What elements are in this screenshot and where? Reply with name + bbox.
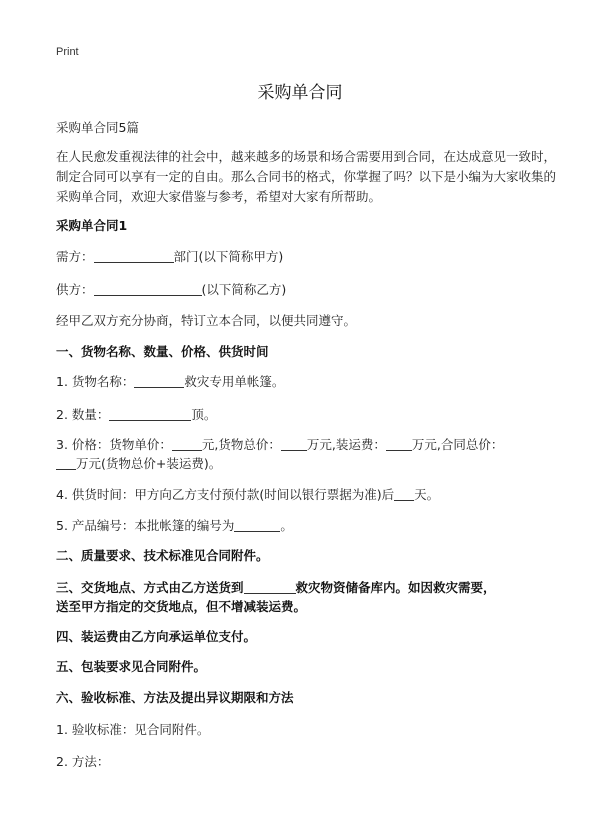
item-3-d: 万元,合同总价： bbox=[411, 437, 504, 452]
item-3-b: 元,货物总价： bbox=[201, 437, 281, 452]
buyer-blank bbox=[94, 248, 174, 263]
section-4-heading: 四、装运费由乙方向承运单位支付。 bbox=[56, 629, 257, 644]
item-1-line bbox=[56, 372, 284, 392]
supplier-label: 供方： bbox=[56, 282, 94, 297]
item-6-2-line: 2. 方法： bbox=[56, 754, 110, 769]
page-title: 采购单合同 bbox=[257, 83, 343, 103]
print-label[interactable]: Print bbox=[56, 46, 79, 58]
item-4-blank bbox=[394, 486, 414, 501]
buyer-suffix: 部门(以下简称甲方) bbox=[173, 249, 284, 264]
item-3-blank-3 bbox=[386, 436, 412, 451]
supplier-suffix: (以下简称乙方) bbox=[201, 282, 287, 297]
item-2-line bbox=[56, 405, 216, 425]
section-1-heading: 一、货物名称、数量、价格、供货时间 bbox=[56, 344, 269, 359]
item-1-prefix: 1. 货物名称： bbox=[56, 374, 135, 389]
item-5-prefix: 5. 产品编号：本批帐篷的编号为 bbox=[56, 518, 235, 533]
item-3-e: 万元(货物总价+装运费)。 bbox=[76, 456, 222, 471]
item-1-suffix: 救灾专用单帐篷。 bbox=[184, 374, 285, 389]
item-6-1-line: 1. 验收标准：见合同附件。 bbox=[56, 722, 210, 737]
item-2-prefix: 2. 数量： bbox=[56, 407, 110, 422]
buyer-label: 需方： bbox=[56, 249, 94, 264]
item-5-line bbox=[56, 516, 293, 536]
supplier-blank bbox=[94, 281, 202, 296]
item-3-c: 万元,装运费： bbox=[306, 437, 386, 452]
section-3-prefix: 三、交货地点、方式由乙方送货到 bbox=[56, 580, 244, 595]
section-3-suffix: 救灾物资储备库内。如因救灾需要， bbox=[295, 580, 496, 595]
section-2-heading: 二、质量要求、技术标准见合同附件。 bbox=[56, 548, 269, 563]
item-3-blank-1 bbox=[172, 436, 202, 451]
item-5-suffix: 。 bbox=[280, 518, 293, 533]
item-3-blank-4 bbox=[56, 455, 76, 470]
document-subtitle: 采购单合同5篇 bbox=[56, 120, 139, 135]
item-1-blank bbox=[134, 373, 184, 388]
item-5-blank bbox=[234, 517, 280, 532]
section-5-heading: 五、包装要求见合同附件。 bbox=[56, 659, 207, 674]
agreement-line: 经甲乙双方充分协商，特订立本合同，以便共同遵守。 bbox=[56, 313, 357, 328]
contract-heading: 采购单合同1 bbox=[56, 218, 128, 233]
section-3-line1 bbox=[56, 578, 496, 598]
section-3-blank bbox=[244, 579, 296, 594]
item-2-blank bbox=[109, 406, 191, 421]
item-4-suffix: 天。 bbox=[414, 487, 440, 502]
item-3-blank-2 bbox=[281, 436, 307, 451]
section-6-heading: 六、验收标准、方法及提出异议期限和方法 bbox=[56, 690, 294, 705]
item-3-line2 bbox=[56, 454, 221, 474]
item-3-line1 bbox=[56, 435, 503, 455]
item-2-suffix: 顶。 bbox=[191, 407, 217, 422]
supplier-line bbox=[56, 280, 286, 300]
item-4-line bbox=[56, 485, 439, 505]
section-3-line2: 送至甲方指定的交货地点，但不增减装运费。 bbox=[56, 599, 307, 614]
item-3-a: 3. 价格：货物单价： bbox=[56, 437, 172, 452]
intro-paragraph: 在人民愈发重视法律的社会中，越来越多的场景和场合需要用到合同，在达成意见一致时，制定合同可以享有一定的自由。那么合同书的格式，你掌握了吗？以下是小编为大家收集的采购单合同，欢迎大家借鉴与参考，希望对大家有所帮助。 bbox=[56, 149, 557, 204]
buyer-line bbox=[56, 247, 283, 267]
item-4-prefix: 4. 供货时间：甲方向乙方支付预付款(时间以银行票据为准)后 bbox=[56, 487, 395, 502]
